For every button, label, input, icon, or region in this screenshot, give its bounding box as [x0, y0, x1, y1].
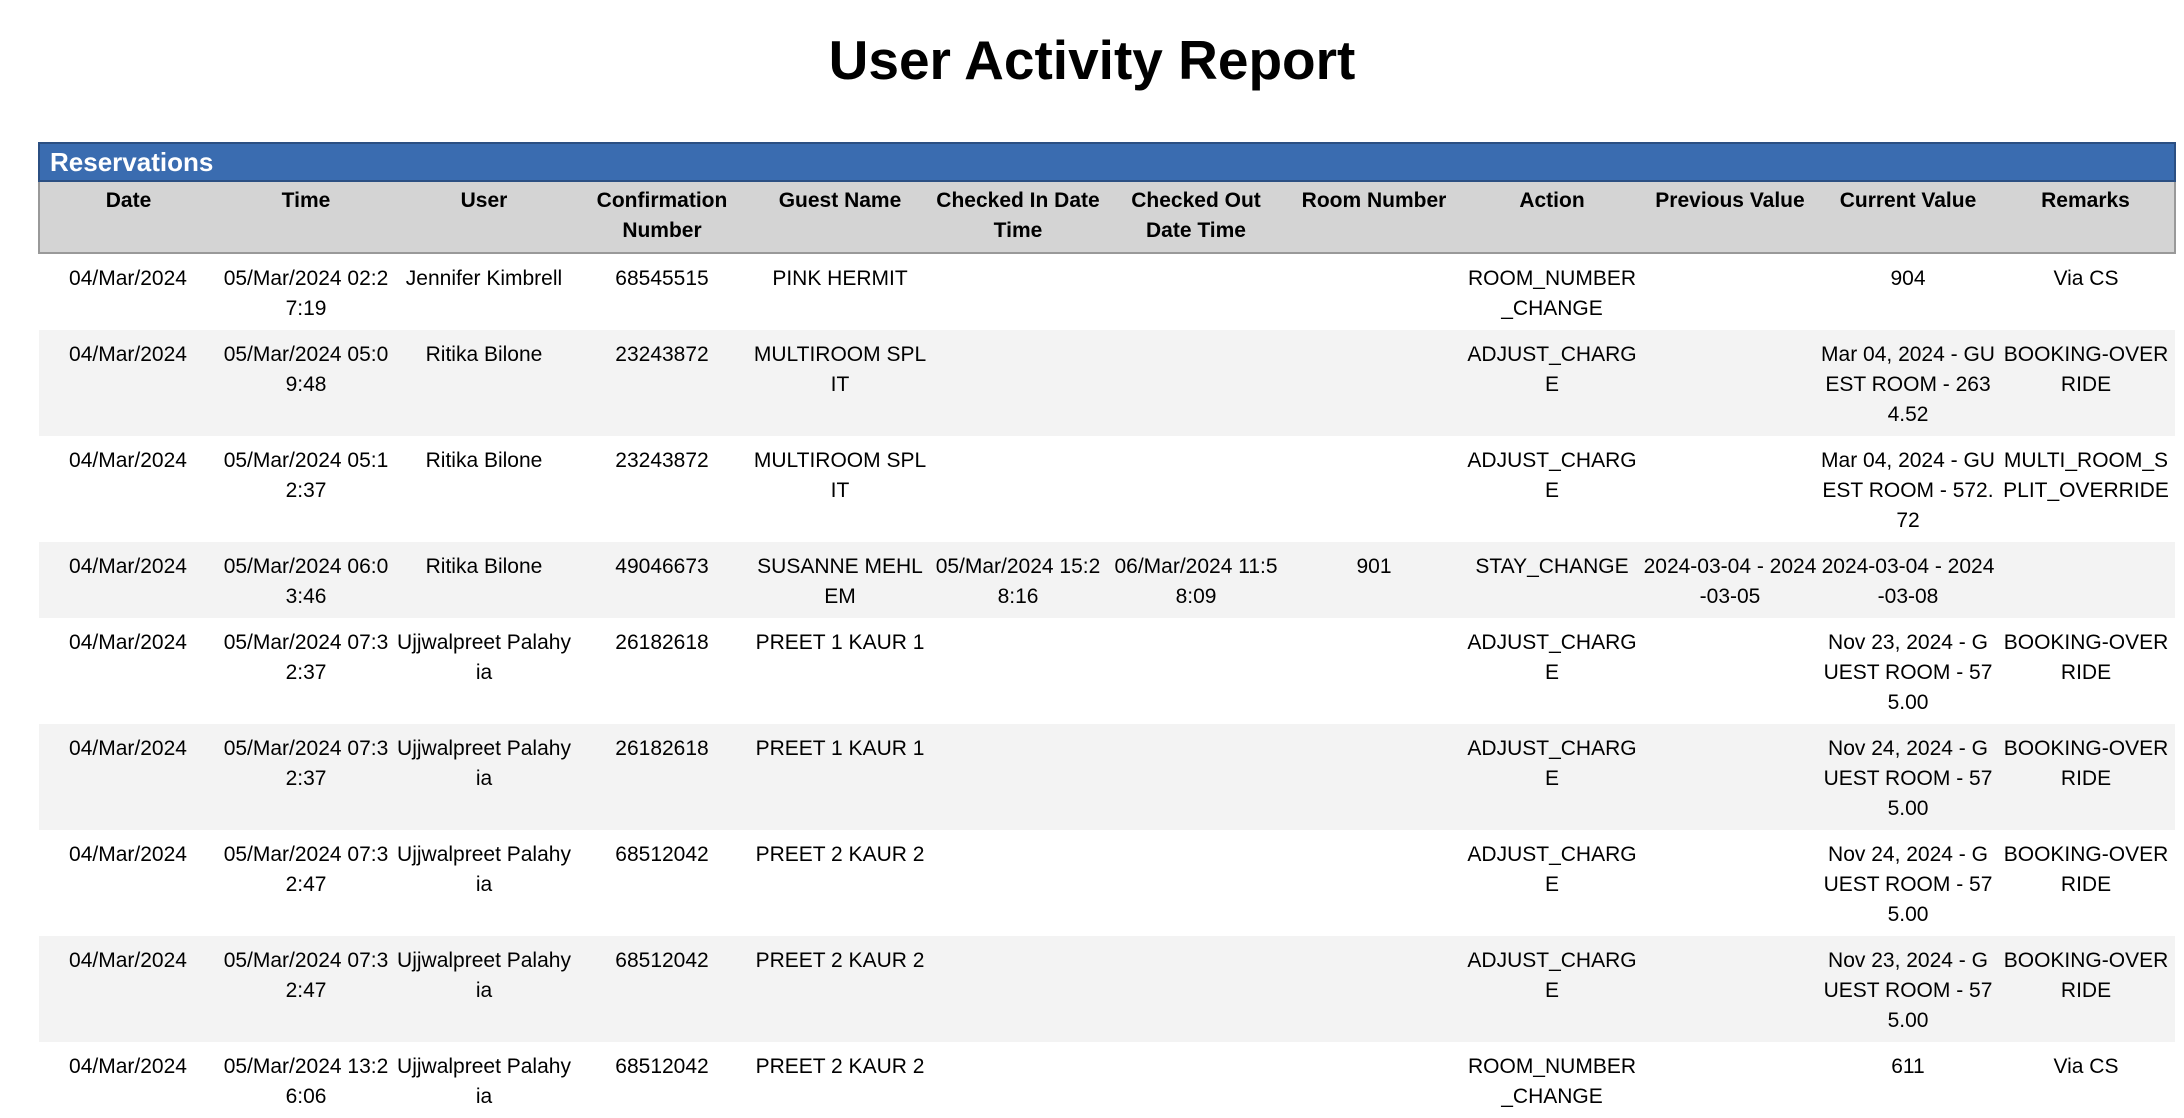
cell-checked-in: 05/Mar/2024 15:28:16 — [929, 542, 1107, 618]
cell-room-number — [1285, 330, 1463, 436]
report-title: User Activity Report — [828, 29, 1356, 91]
cell-current-value: Nov 23, 2024 - GUEST ROOM - 575.00 — [1819, 936, 1997, 1042]
cell-time: 05/Mar/2024 13:26:06 — [217, 1042, 395, 1118]
cell-room-number — [1285, 618, 1463, 724]
table-row — [39, 936, 2175, 1042]
cell-confirmation-number: 23243872 — [573, 330, 751, 436]
cell-previous-value — [1641, 618, 1819, 724]
cell-current-value: Nov 23, 2024 - GUEST ROOM - 575.00 — [1819, 618, 1997, 724]
cell-user: Ritika Bilone — [395, 542, 573, 618]
cell-checked-in — [929, 936, 1107, 1042]
cell-checked-in — [929, 830, 1107, 936]
cell-user: Ritika Bilone — [395, 436, 573, 542]
cell-time: 05/Mar/2024 07:32:47 — [217, 830, 395, 936]
cell-date: 04/Mar/2024 — [39, 724, 217, 830]
cell-time: 05/Mar/2024 02:27:19 — [217, 253, 395, 330]
column-header-previous-value: Previous Value — [1641, 182, 1819, 253]
cell-current-value: Nov 24, 2024 - GUEST ROOM - 575.00 — [1819, 724, 1997, 830]
cell-time: 05/Mar/2024 07:32:37 — [217, 724, 395, 830]
cell-checked-out: 06/Mar/2024 11:58:09 — [1107, 542, 1285, 618]
column-header-user: User — [395, 182, 573, 253]
cell-action: ADJUST_CHARGE — [1463, 724, 1641, 830]
cell-confirmation-number: 23243872 — [573, 436, 751, 542]
column-header-room-number: Room Number — [1285, 182, 1463, 253]
cell-checked-in — [929, 724, 1107, 830]
table-row — [39, 253, 2175, 330]
cell-user: Ujjwalpreet Palahyia — [395, 618, 573, 724]
cell-previous-value — [1641, 253, 1819, 330]
cell-checked-in — [929, 436, 1107, 542]
column-header-confirmation-number: Confirmation Number — [573, 182, 751, 253]
cell-room-number — [1285, 436, 1463, 542]
cell-checked-out — [1107, 724, 1285, 830]
cell-current-value: Mar 04, 2024 - GUEST ROOM - 572.72 — [1819, 436, 1997, 542]
cell-previous-value — [1641, 724, 1819, 830]
reservations-table — [38, 182, 2176, 1118]
cell-checked-out — [1107, 830, 1285, 936]
cell-remarks: BOOKING-OVERRIDE — [1997, 330, 2175, 436]
cell-time: 05/Mar/2024 05:09:48 — [217, 330, 395, 436]
cell-guest-name: MULTIROOM SPLIT — [751, 330, 929, 436]
cell-room-number — [1285, 253, 1463, 330]
cell-action: ROOM_NUMBER_CHANGE — [1463, 1042, 1641, 1118]
cell-remarks: BOOKING-OVERRIDE — [1997, 830, 2175, 936]
cell-user: Ujjwalpreet Palahyia — [395, 724, 573, 830]
cell-time: 05/Mar/2024 07:32:47 — [217, 936, 395, 1042]
cell-guest-name: MULTIROOM SPLIT — [751, 436, 929, 542]
cell-user: Ujjwalpreet Palahyia — [395, 936, 573, 1042]
cell-previous-value — [1641, 1042, 1819, 1118]
column-header-action: Action — [1463, 182, 1641, 253]
cell-confirmation-number: 49046673 — [573, 542, 751, 618]
cell-checked-out — [1107, 618, 1285, 724]
cell-confirmation-number: 68512042 — [573, 1042, 751, 1118]
cell-guest-name: PINK HERMIT — [751, 253, 929, 330]
cell-checked-in — [929, 253, 1107, 330]
cell-remarks: Via CS — [1997, 1042, 2175, 1118]
column-header-guest-name: Guest Name — [751, 182, 929, 253]
cell-current-value: Mar 04, 2024 - GUEST ROOM - 2634.52 — [1819, 330, 1997, 436]
cell-room-number — [1285, 724, 1463, 830]
cell-previous-value — [1641, 936, 1819, 1042]
cell-action: ADJUST_CHARGE — [1463, 936, 1641, 1042]
cell-previous-value: 2024-03-04 - 2024-03-05 — [1641, 542, 1819, 618]
table-row — [39, 542, 2175, 618]
cell-confirmation-number: 26182618 — [573, 618, 751, 724]
cell-checked-out — [1107, 330, 1285, 436]
section-header: Reservations — [38, 142, 2176, 182]
column-header-checked-in: Checked In Date Time — [929, 182, 1107, 253]
cell-confirmation-number: 68545515 — [573, 253, 751, 330]
cell-date: 04/Mar/2024 — [39, 1042, 217, 1118]
cell-checked-out — [1107, 436, 1285, 542]
cell-room-number — [1285, 1042, 1463, 1118]
table-row — [39, 618, 2175, 724]
cell-action: ADJUST_CHARGE — [1463, 330, 1641, 436]
cell-user: Ritika Bilone — [395, 330, 573, 436]
cell-room-number: 901 — [1285, 542, 1463, 618]
cell-date: 04/Mar/2024 — [39, 436, 217, 542]
cell-guest-name: SUSANNE MEHLEM — [751, 542, 929, 618]
cell-current-value: Nov 24, 2024 - GUEST ROOM - 575.00 — [1819, 830, 1997, 936]
cell-time: 05/Mar/2024 07:32:37 — [217, 618, 395, 724]
cell-user: Jennifer Kimbrell — [395, 253, 573, 330]
cell-remarks: BOOKING-OVERRIDE — [1997, 936, 2175, 1042]
table-header-row — [39, 182, 2175, 253]
cell-checked-out — [1107, 253, 1285, 330]
table-body — [39, 253, 2175, 1118]
cell-room-number — [1285, 936, 1463, 1042]
cell-confirmation-number: 26182618 — [573, 724, 751, 830]
cell-guest-name: PREET 1 KAUR 1 — [751, 618, 929, 724]
table-row — [39, 830, 2175, 936]
cell-user: Ujjwalpreet Palahyia — [395, 830, 573, 936]
cell-guest-name: PREET 2 KAUR 2 — [751, 936, 929, 1042]
cell-remarks: BOOKING-OVERRIDE — [1997, 618, 2175, 724]
column-header-checked-out: Checked Out Date Time — [1107, 182, 1285, 253]
reservations-section — [38, 142, 2176, 1118]
column-header-remarks: Remarks — [1997, 182, 2175, 253]
cell-date: 04/Mar/2024 — [39, 253, 217, 330]
cell-action: ROOM_NUMBER_CHANGE — [1463, 253, 1641, 330]
cell-action: ADJUST_CHARGE — [1463, 618, 1641, 724]
table-row — [39, 724, 2175, 830]
column-header-time: Time — [217, 182, 395, 253]
cell-confirmation-number: 68512042 — [573, 830, 751, 936]
cell-time: 05/Mar/2024 05:12:37 — [217, 436, 395, 542]
cell-previous-value — [1641, 330, 1819, 436]
cell-checked-in — [929, 330, 1107, 436]
cell-guest-name: PREET 1 KAUR 1 — [751, 724, 929, 830]
table-row — [39, 436, 2175, 542]
cell-current-value: 904 — [1819, 253, 1997, 330]
cell-date: 04/Mar/2024 — [39, 618, 217, 724]
cell-current-value: 611 — [1819, 1042, 1997, 1118]
cell-confirmation-number: 68512042 — [573, 936, 751, 1042]
cell-checked-out — [1107, 936, 1285, 1042]
cell-remarks: BOOKING-OVERRIDE — [1997, 724, 2175, 830]
cell-previous-value — [1641, 830, 1819, 936]
column-header-current-value: Current Value — [1819, 182, 1997, 253]
table-row — [39, 330, 2175, 436]
cell-checked-in — [929, 1042, 1107, 1118]
cell-date: 04/Mar/2024 — [39, 330, 217, 436]
cell-remarks: Via CS — [1997, 253, 2175, 330]
column-header-date: Date — [39, 182, 217, 253]
cell-guest-name: PREET 2 KAUR 2 — [751, 1042, 929, 1118]
cell-checked-in — [929, 618, 1107, 724]
cell-remarks — [1997, 542, 2175, 618]
cell-checked-out — [1107, 1042, 1285, 1118]
cell-date: 04/Mar/2024 — [39, 542, 217, 618]
cell-current-value: 2024-03-04 - 2024-03-08 — [1819, 542, 1997, 618]
cell-user: Ujjwalpreet Palahyia — [395, 1042, 573, 1118]
cell-date: 04/Mar/2024 — [39, 830, 217, 936]
table-row — [39, 1042, 2175, 1118]
cell-time: 05/Mar/2024 06:03:46 — [217, 542, 395, 618]
cell-action: STAY_CHANGE — [1463, 542, 1641, 618]
cell-date: 04/Mar/2024 — [39, 936, 217, 1042]
cell-previous-value — [1641, 436, 1819, 542]
cell-action: ADJUST_CHARGE — [1463, 436, 1641, 542]
cell-action: ADJUST_CHARGE — [1463, 830, 1641, 936]
cell-guest-name: PREET 2 KAUR 2 — [751, 830, 929, 936]
cell-room-number — [1285, 830, 1463, 936]
cell-remarks: MULTI_ROOM_SPLIT_OVERRIDE — [1997, 436, 2175, 542]
